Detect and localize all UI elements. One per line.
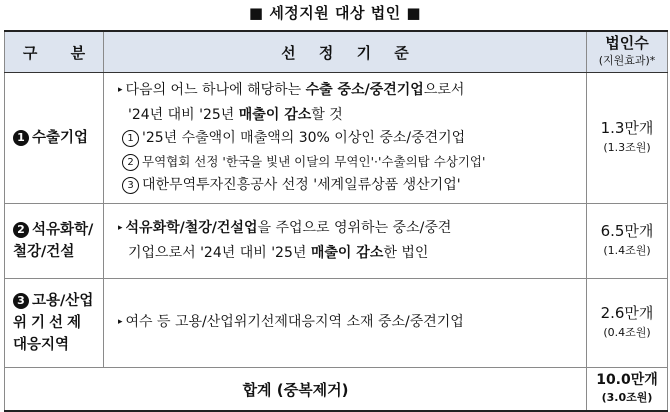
category-label: 고용/산업 [32,293,94,309]
criteria-item: 1 '25년 수출액이 매출액의 30% 이상인 중소/중견기업 [118,127,580,150]
criteria-line: '24년 대비 '25년 매출이 감소할 것 [128,107,343,123]
table-row [5,279,668,368]
criteria-line: ▸ 다음의 어느 하나에 해당하는 수출 중소/중견기업으로서 [118,82,465,98]
support-effect: (0.4조원) [603,326,651,339]
category-label: 위기선제 [13,315,86,331]
header-criteria: 선 정 기 준 [104,31,587,73]
bullet-icon: ▸ [118,316,123,327]
criteria-cell [104,73,587,204]
criteria-cell [104,279,587,368]
total-row [5,368,668,412]
header-count-label: 법인수 [605,34,649,52]
bullet-icon: ▸ [118,223,123,233]
criteria-item: 2 무역협회 선정 '한국을 빛낸 이달의 무역인'·'수출의탑 수상기업' [118,150,580,174]
criteria-cell [104,204,587,279]
table-title: ■ 세정지원 대상 법인 ■ [248,4,422,22]
criteria-line: 기업으로서 '24년 대비 '25년 매출이 감소한 법인 [128,245,429,261]
category-label: 수출기업 [32,130,89,146]
criteria-item: 3 대한무역투자진흥공사 선정 '세계일류상품 생산기업' [118,174,580,197]
count-cell [587,73,668,204]
count-cell [587,279,668,368]
bullet-icon: ▸ [118,85,123,95]
table-header-row [5,31,668,73]
company-count: 1.3만개 [600,119,654,137]
criteria-line: ▸ 여수 등 고용/산업위기선제대응지역 소재 중소/중견기업 [118,313,464,330]
total-cell [587,368,668,412]
total-label: 합계 (중복제거) [5,368,587,412]
number-badge: 3 [13,293,29,309]
total-effect: (3.0조원) [601,391,653,404]
category-cell [5,279,104,368]
support-target-table [4,30,668,412]
table-row [5,73,668,204]
item-number: 2 [122,154,139,171]
support-effect: (1.3조원) [603,141,651,154]
criteria-line: ▸ 석유화학/철강/건설업을 주업으로 영위하는 중소/중견 [118,220,452,236]
table-row [5,204,668,279]
count-cell [587,204,668,279]
category-label: 철강/건설 [13,244,75,260]
header-category: 구 분 [5,31,104,73]
category-label: 석유화학/ [32,222,94,238]
number-badge: 1 [13,130,29,146]
header-count [587,31,668,73]
header-effect-label: (지원효과)* [598,54,656,67]
category-cell [5,204,104,279]
item-number: 1 [122,130,139,147]
category-cell [5,73,104,204]
company-count: 6.5만개 [600,222,654,240]
number-badge: 2 [13,222,29,238]
category-label: 대응지역 [13,337,70,353]
support-effect: (1.4조원) [603,244,651,257]
company-count: 2.6만개 [600,304,654,322]
item-number: 3 [122,177,139,194]
total-count: 10.0만개 [596,372,658,388]
